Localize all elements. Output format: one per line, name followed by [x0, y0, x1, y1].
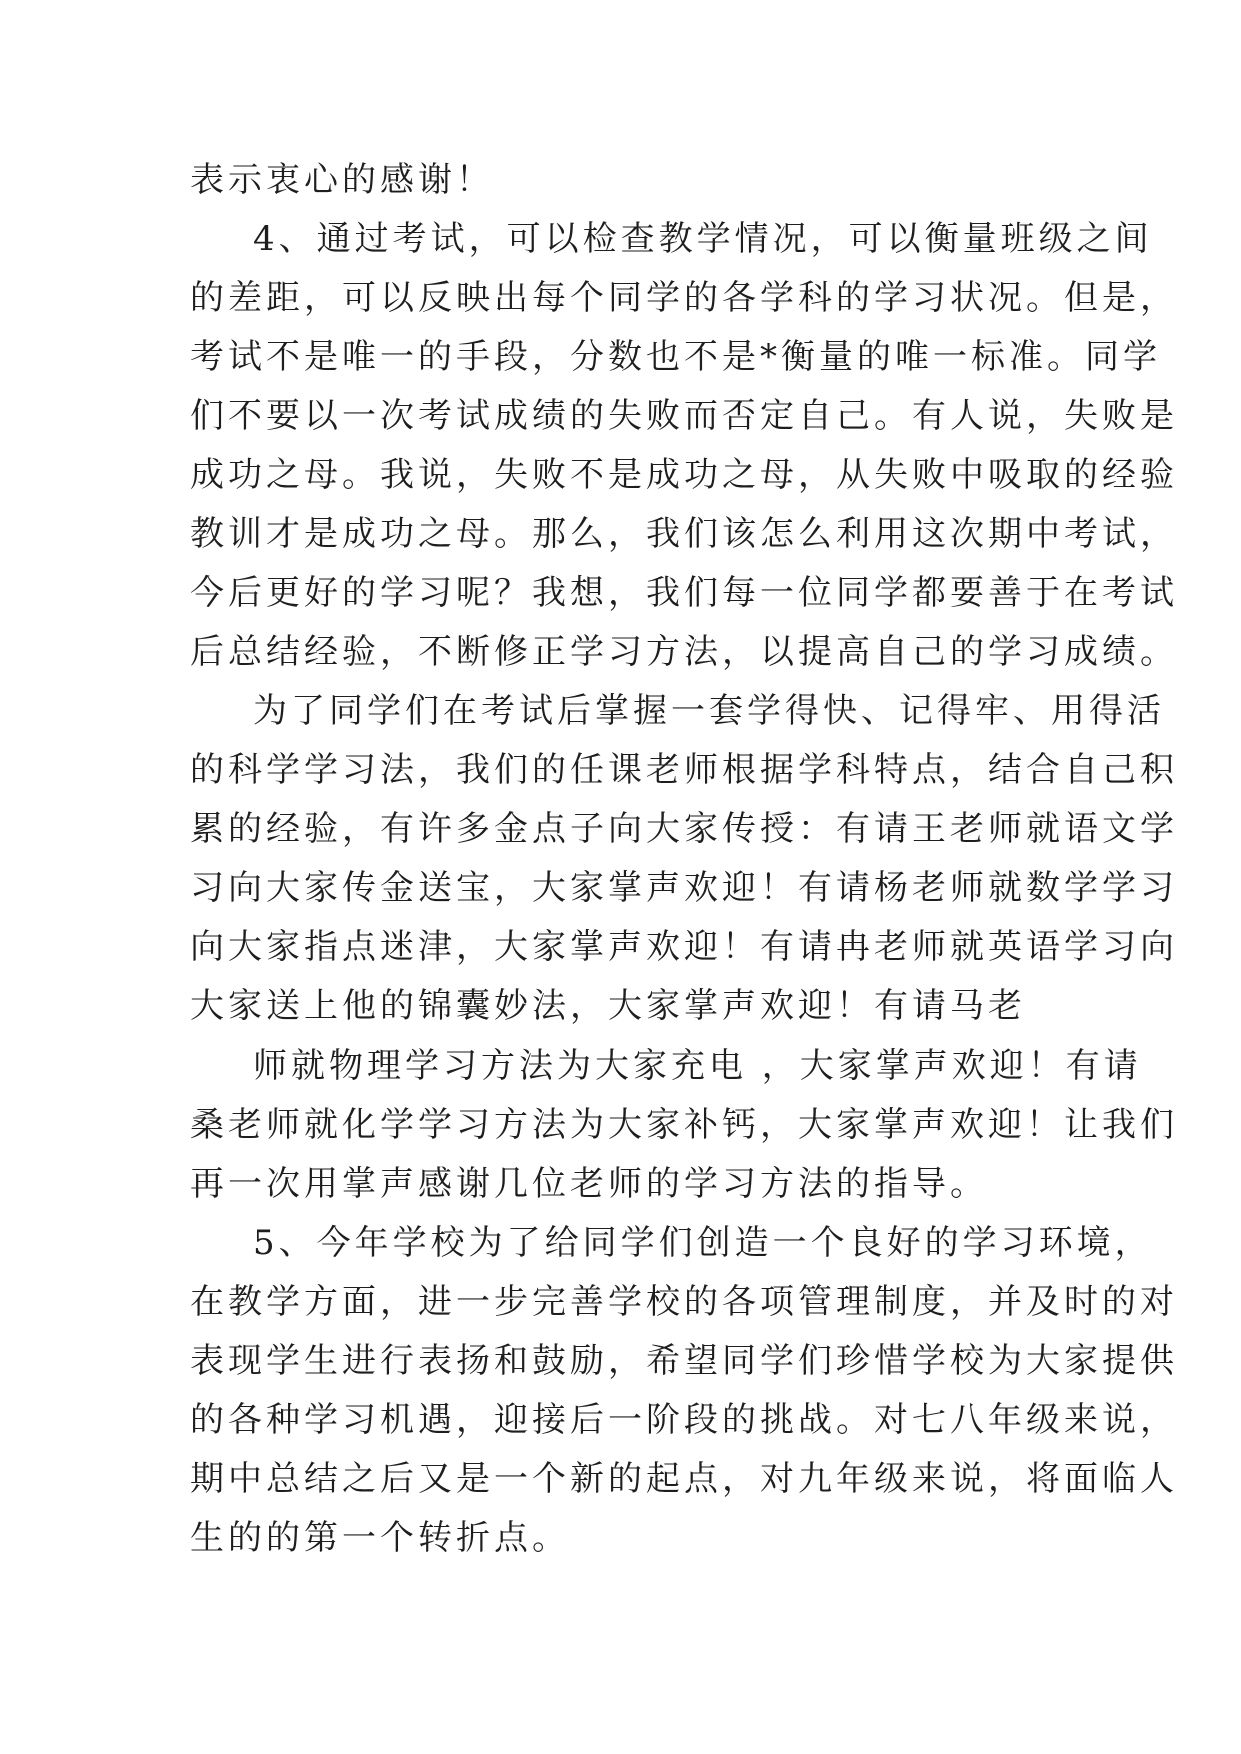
text-line: 大家送上他的锦囊妙法，大家掌声欢迎！有请马老 [190, 986, 1026, 1026]
text-line: 累的经验，有许多金点子向大家传授：有请王老师就语文学 [190, 809, 1178, 849]
text-line: 向大家指点迷津，大家掌声欢迎！有请冉老师就英语学习向 [190, 927, 1178, 967]
text-line: 表示衷心的感谢！ [190, 160, 494, 200]
text-line: 们不要以一次考试成绩的失败而否定自己。有人说，失败是 [190, 396, 1178, 436]
text-line: 习向大家传金送宝，大家掌声欢迎！有请杨老师就数学学习 [190, 868, 1178, 908]
paragraph-first-line: 师就物理学习方法为大家充电 ，大家掌声欢迎！有请 [253, 1046, 1142, 1086]
text-line: 在教学方面，进一步完善学校的各项管理制度，并及时的对 [190, 1282, 1178, 1322]
paragraph-first-line: 为了同学们在考试后掌握一套学得快、记得牢、用得活 [253, 691, 1165, 731]
paragraph-first-line: 5、今年学校为了给同学们创造一个良好的学习环境， [253, 1223, 1153, 1263]
text-line: 表现学生进行表扬和鼓励，希望同学们珍惜学校为大家提供 [190, 1341, 1178, 1381]
text-line: 桑老师就化学学习方法为大家补钙，大家掌声欢迎！让我们 [190, 1105, 1178, 1145]
text-line: 的差距，可以反映出每个同学的各学科的学习状况。但是， [190, 278, 1178, 318]
text-line: 期中总结之后又是一个新的起点，对九年级来说，将面临人 [190, 1459, 1178, 1499]
text-line: 的各种学习机遇，迎接后一阶段的挑战。对七八年级来说， [190, 1400, 1178, 1440]
text-line: 教训才是成功之母。那么，我们该怎么利用这次期中考试， [190, 514, 1178, 554]
text-line: 今后更好的学习呢？我想，我们每一位同学都要善于在考试 [190, 573, 1178, 613]
text-line: 后总结经验，不断修正学习方法，以提高自己的学习成绩。 [190, 632, 1178, 672]
text-line: 生的的第一个转折点。 [190, 1518, 570, 1558]
paragraph-first-line: 4、通过考试，可以检查教学情况，可以衡量班级之间 [253, 219, 1153, 259]
text-line: 成功之母。我说，失败不是成功之母，从失败中吸取的经验 [190, 455, 1178, 495]
text-line: 的科学学习法，我们的任课老师根据学科特点，结合自己积 [190, 750, 1178, 790]
text-line: 再一次用掌声感谢几位老师的学习方法的指导。 [190, 1164, 988, 1204]
text-line: 考试不是唯一的手段，分数也不是*衡量的唯一标准。同学 [190, 337, 1161, 377]
